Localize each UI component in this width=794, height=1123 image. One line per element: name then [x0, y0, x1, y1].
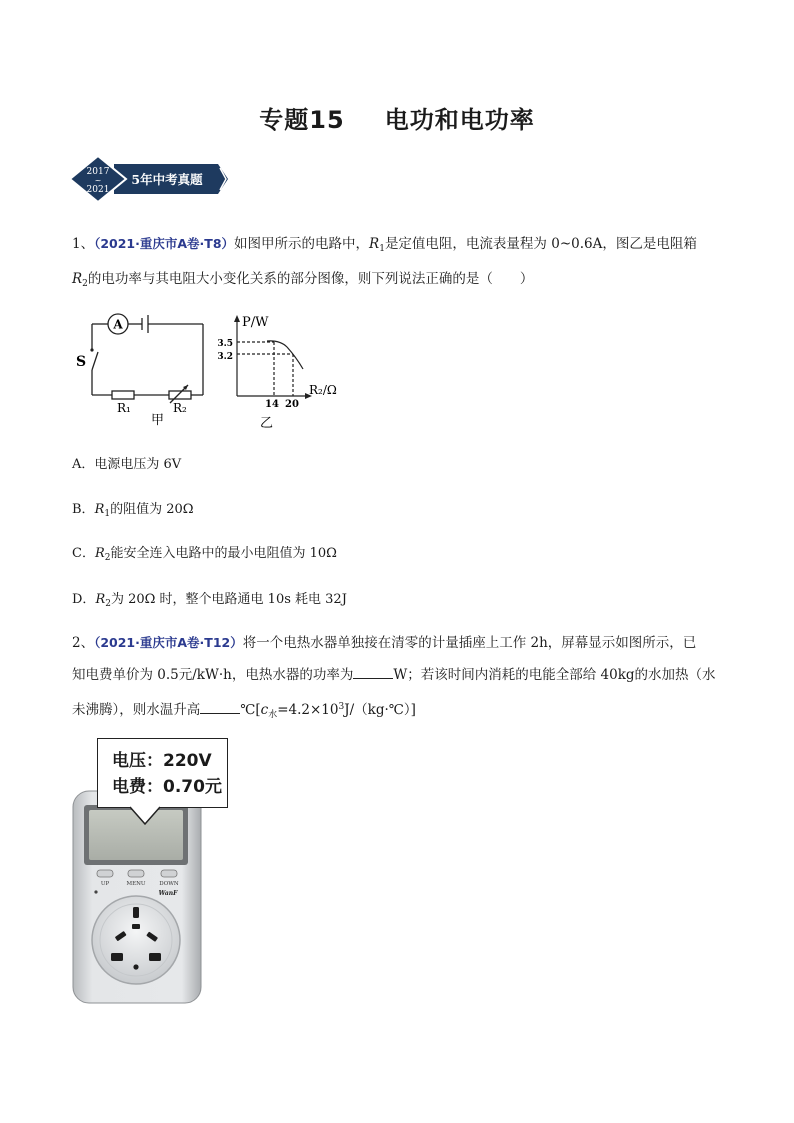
graph-caption: 乙: [260, 416, 274, 431]
power-resistance-graph: [212, 312, 362, 432]
y-tick-label: 3.5: [217, 339, 233, 349]
option-a: A．电源电压为 6V: [72, 457, 182, 472]
q1-source: （2021·重庆市A卷·T8）: [94, 236, 235, 251]
badge-tilde: ~: [94, 176, 102, 185]
page-title: [0, 100, 794, 135]
brand-logo: WanF: [158, 890, 178, 897]
answer-blank-temperature[interactable]: [200, 701, 240, 714]
up-button-label: UP: [100, 881, 110, 887]
cost-reading: 电费：0.70元: [112, 777, 222, 797]
down-button-label: DOWN: [159, 881, 179, 887]
x-tick-label: 20: [285, 399, 299, 410]
badge-year-top: 2017: [86, 167, 110, 177]
badge-year-bottom: 2021: [86, 185, 110, 195]
bubble-pointer: [128, 806, 168, 828]
q1-number: 1、: [72, 236, 95, 252]
q2-source: （2021·重庆市A卷·T12）: [94, 635, 243, 650]
option-b: B．$R_1$的阻值为 20Ω: [72, 502, 194, 519]
meter-reading-bubble: [97, 738, 228, 808]
resistor-r1: [112, 391, 134, 399]
graph-ylabel: P/W: [242, 315, 269, 330]
r1-label: R₁: [117, 401, 131, 415]
question-1-stem: 1、（2021·重庆市A卷·T8）如图甲所示的电路中，$R_1$是定值电阻，电流表量程为 0~0.6A，图乙是电阻箱 $R_2$的电功率与其电阻大小变化关系的部分图像，则下列说法正确的是（ ）: [72, 236, 697, 289]
switch-label: S: [76, 354, 87, 370]
down-button[interactable]: [161, 870, 177, 877]
y-tick-label: 3.2: [217, 352, 233, 362]
circuit-diagram: [70, 312, 220, 432]
circuit-caption: 甲: [151, 413, 165, 428]
title-prefix: 专题15: [259, 106, 345, 134]
indicator-led: [94, 890, 97, 893]
graph-xlabel: R₂/Ω: [309, 383, 337, 397]
r2-label: R₂: [173, 401, 187, 415]
answer-blank-power[interactable]: [353, 666, 393, 679]
option-d: D．$R_2$为 20Ω 时，整个电路通电 10s 耗电 32J: [72, 592, 347, 609]
ammeter-label: A: [113, 317, 123, 332]
q2-number: 2、: [72, 635, 95, 651]
voltage-reading: 电压：220V: [112, 751, 212, 771]
option-c: C．$R_2$能安全连入电路中的最小电阻值为 10Ω: [72, 546, 337, 563]
section-badge: [70, 156, 230, 202]
badge-label: 5年中考真题: [131, 172, 203, 187]
menu-button-label: MENU: [126, 881, 146, 887]
up-button[interactable]: [97, 870, 113, 877]
title-main: 电功和电功率: [384, 106, 535, 134]
power-curve: [267, 341, 303, 369]
question-2-stem: 2、（2021·重庆市A卷·T12）将一个电热水器单独接在清零的计量插座上工作 2h，屏幕显示如图所示，已 知电费单价为 0.5元/kW·h，电热水器的功率为 W；若该时间内消耗的电能全部给 40kg的水加热（水 未沸腾），则水温升高 $℃[c_水=4.2\times 10^3J/(kg\cdot℃)]$: [72, 635, 716, 720]
menu-button[interactable]: [128, 870, 144, 877]
x-tick-label: 14: [265, 399, 279, 410]
